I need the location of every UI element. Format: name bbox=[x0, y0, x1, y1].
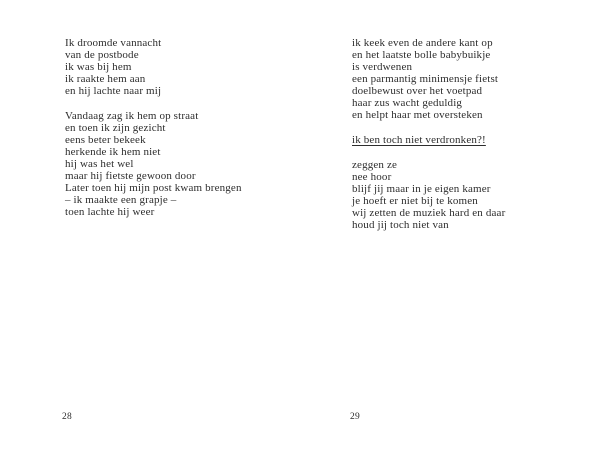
poem-line: is verdwenen bbox=[352, 61, 413, 73]
poem-line: herkende ik hem niet bbox=[65, 146, 161, 158]
poem-line: van de postbode bbox=[65, 49, 139, 61]
poem-stanza bbox=[352, 37, 505, 121]
poem-line: en het laatste bolle babybuikje bbox=[352, 49, 491, 61]
poem-line: maar hij fietste gewoon door bbox=[65, 170, 196, 182]
poem-title bbox=[352, 134, 505, 146]
poem-line: ik was bij hem bbox=[65, 61, 132, 73]
poem-line: Later toen hij mijn post kwam brengen bbox=[65, 182, 242, 194]
poem-line: haar zus wacht geduldig bbox=[352, 97, 463, 109]
poem-line: en toen ik zijn gezicht bbox=[65, 122, 166, 134]
poem-line: hij was het wel bbox=[65, 158, 134, 170]
poem-line: doelbewust over het voetpad bbox=[352, 85, 483, 97]
poem-line: toen lachte hij weer bbox=[65, 206, 155, 218]
poem-stanza bbox=[352, 159, 505, 231]
poem-line: – ik maakte een grapje – bbox=[65, 194, 177, 206]
page-number-left: 28 bbox=[62, 412, 73, 422]
poem-line: nee hoor bbox=[352, 171, 392, 183]
poem-line: en hij lachte naar mij bbox=[65, 85, 162, 97]
poem-stanza bbox=[65, 37, 242, 97]
poem-line: je hoeft er niet bij te komen bbox=[352, 195, 478, 207]
poem-line: een parmantig minimensje fietst bbox=[352, 73, 499, 85]
poem-line: wij zetten de muziek hard en daar bbox=[352, 207, 506, 219]
poem-line: Ik droomde vannacht bbox=[65, 37, 162, 49]
page-number-right: 29 bbox=[350, 412, 361, 422]
poem-line: eens beter bekeek bbox=[65, 134, 146, 146]
poem-line: ik raakte hem aan bbox=[65, 73, 146, 85]
poem-line: houd jij toch niet van bbox=[352, 219, 449, 231]
poem-stanza bbox=[65, 110, 242, 218]
poem-title-text: ik ben toch niet verdronken?! bbox=[352, 134, 486, 146]
page-right bbox=[300, 0, 600, 450]
poem-right bbox=[352, 37, 505, 231]
poem-line: en helpt haar met oversteken bbox=[352, 109, 483, 121]
poem-line: zeggen ze bbox=[352, 159, 398, 171]
poem-left bbox=[65, 37, 242, 218]
poem-line: ik keek even de andere kant op bbox=[352, 37, 493, 49]
poem-line: blijf jij maar in je eigen kamer bbox=[352, 183, 491, 195]
poem-line: Vandaag zag ik hem op straat bbox=[65, 110, 199, 122]
